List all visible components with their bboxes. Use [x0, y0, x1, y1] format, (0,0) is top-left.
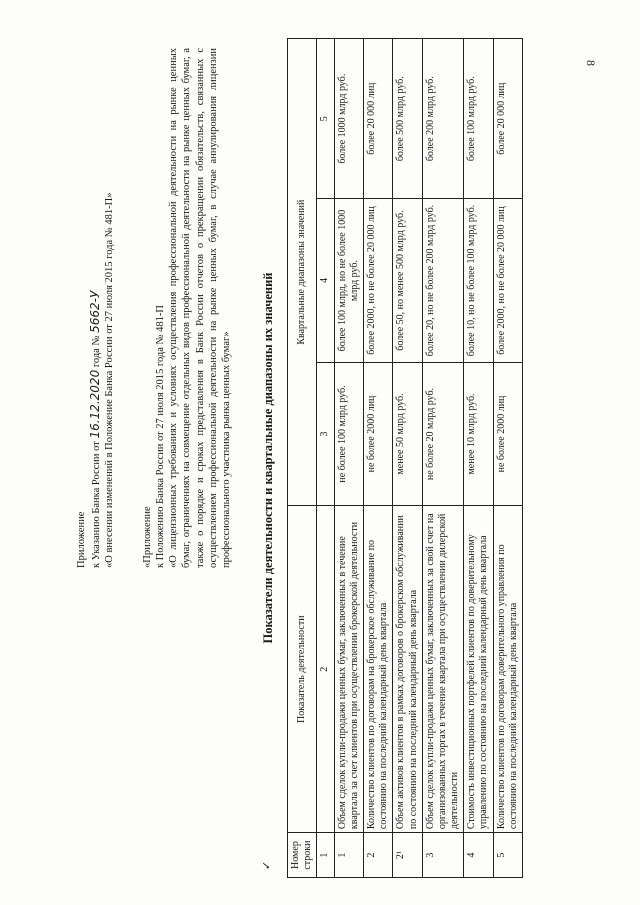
range-mid-cell: более 50, но менее 500 млрд руб.	[393, 199, 422, 362]
directive-reference: к Указанию Банка России от 16.12.2020 года № 5662-У	[88, 290, 103, 568]
check-mark-icon: ✓	[261, 860, 273, 870]
row-number: 5	[493, 833, 522, 878]
indicator-cell: Количество клиентов по договорам доверительного управления по состоянию на последний календарный день квартала	[493, 506, 522, 833]
directive-title: «О внесении изменений в Положение Банка России от 27 июля 2015 года № 481-П»	[104, 192, 116, 568]
range-high-cell: более 200 млрд руб.	[422, 39, 464, 199]
table-row	[422, 39, 464, 878]
row-number: 3	[422, 833, 464, 878]
table-title: Показатели деятельности и квартальные диапазоны их значений	[261, 272, 275, 644]
table-row	[464, 39, 493, 878]
range-mid-cell: более 2000, но не более 20 000 лиц	[493, 199, 522, 362]
appendix-label: Приложение	[76, 511, 87, 568]
handwritten-date: 16.12.2020	[88, 369, 103, 439]
table-row	[363, 39, 392, 878]
range-mid-cell: более 10, но не более 100 млрд руб.	[464, 199, 493, 362]
table-row	[334, 39, 363, 878]
table-header-row	[288, 39, 317, 878]
indicator-cell: Количество клиентов по договорам на брокерское обслуживание по состоянию на последний календарный день квартала	[363, 506, 392, 833]
row-number: 4	[464, 833, 493, 878]
range-low-cell: не более 100 млрд руб.	[334, 362, 363, 506]
quoted-appendix	[141, 48, 233, 568]
range-mid-cell: более 20, но не более 200 млрд руб.	[422, 199, 464, 362]
indicator-cell: Объем сделок купли-продажи ценных бумаг, заключенных за свой счет на организованных торгах в течение квартала при осуществлении дилерской деятельности	[422, 506, 464, 833]
column-number: 5	[317, 39, 334, 199]
column-number: 4	[317, 199, 334, 362]
range-high-cell: более 20 000 лиц	[493, 39, 522, 199]
column-number: 2	[317, 506, 334, 833]
range-high-cell: более 100 млрд руб.	[464, 39, 493, 199]
quoted-appendix-label: «Приложение	[142, 506, 153, 568]
appendix-header	[75, 48, 116, 568]
table-row	[493, 39, 522, 878]
range-low-cell: не более 2000 лиц	[493, 362, 522, 506]
table-row	[393, 39, 422, 878]
column-number-row	[317, 39, 334, 878]
range-high-cell: более 1000 млрд руб.	[334, 39, 363, 199]
regulation-title: «О лицензионных требованиях и условиях осуществления профессиональной деятельности на рынке ценных бумаг, ограничениях на совмещение отдельных видов профессиональной деятельности на рынке ценных бумаг, а также о порядке и сроках представления в Банк России отчетов о прекращении обязательств, связанных с осуществлением профессиональной деятельности на рынке ценных бумаг, в случае аннулирования лицензии профессионального участника рынка ценных бумаг»	[168, 48, 232, 568]
regulation-reference: к Положению Банка России от 27 июля 2015 года № 481-П	[155, 304, 167, 568]
range-low-cell: не более 20 млрд руб.	[422, 362, 464, 506]
range-low-cell: менее 50 млрд руб.	[393, 362, 422, 506]
handwritten-number: 5662-У	[88, 290, 103, 333]
range-mid-cell: более 2000, но не более 20 000 лиц	[363, 199, 392, 362]
header-row-number: Номер строки	[288, 833, 317, 878]
column-number: 3	[317, 362, 334, 506]
range-mid-cell: более 100 млрд, но не более 1000 млрд руб.	[334, 199, 363, 362]
indicator-cell: Объем сделок купли-продажи ценных бумаг, заключенных в течение квартала за счет клиентов при осуществлении брокерской деятельности	[334, 506, 363, 833]
indicator-cell: Стоимость инвестиционных портфелей клиентов по доверительному управлению по состоянию на последний календарный день квартала	[464, 506, 493, 833]
indicator-cell: Объем активов клиентов в рамках договоров о брокерском обслуживании по состоянию на последний календарный день квартала	[393, 506, 422, 833]
range-high-cell: более 20 000 лиц	[363, 39, 392, 199]
rotated-sheet	[75, 38, 595, 878]
row-number: 1	[334, 833, 363, 878]
header-ranges: Квартальные диапазоны значений	[288, 39, 317, 506]
row-number: 2	[363, 833, 392, 878]
range-high-cell: более 500 млрд руб.	[393, 39, 422, 199]
column-number: 1	[317, 833, 334, 878]
range-low-cell: менее 10 млрд руб.	[464, 362, 493, 506]
row-number: 2¹	[393, 833, 422, 878]
range-low-cell: не более 2000 лиц	[363, 362, 392, 506]
header-indicator: Показатель деятельности	[288, 506, 317, 833]
page-number: 8	[584, 60, 598, 66]
indicators-table	[287, 38, 523, 878]
